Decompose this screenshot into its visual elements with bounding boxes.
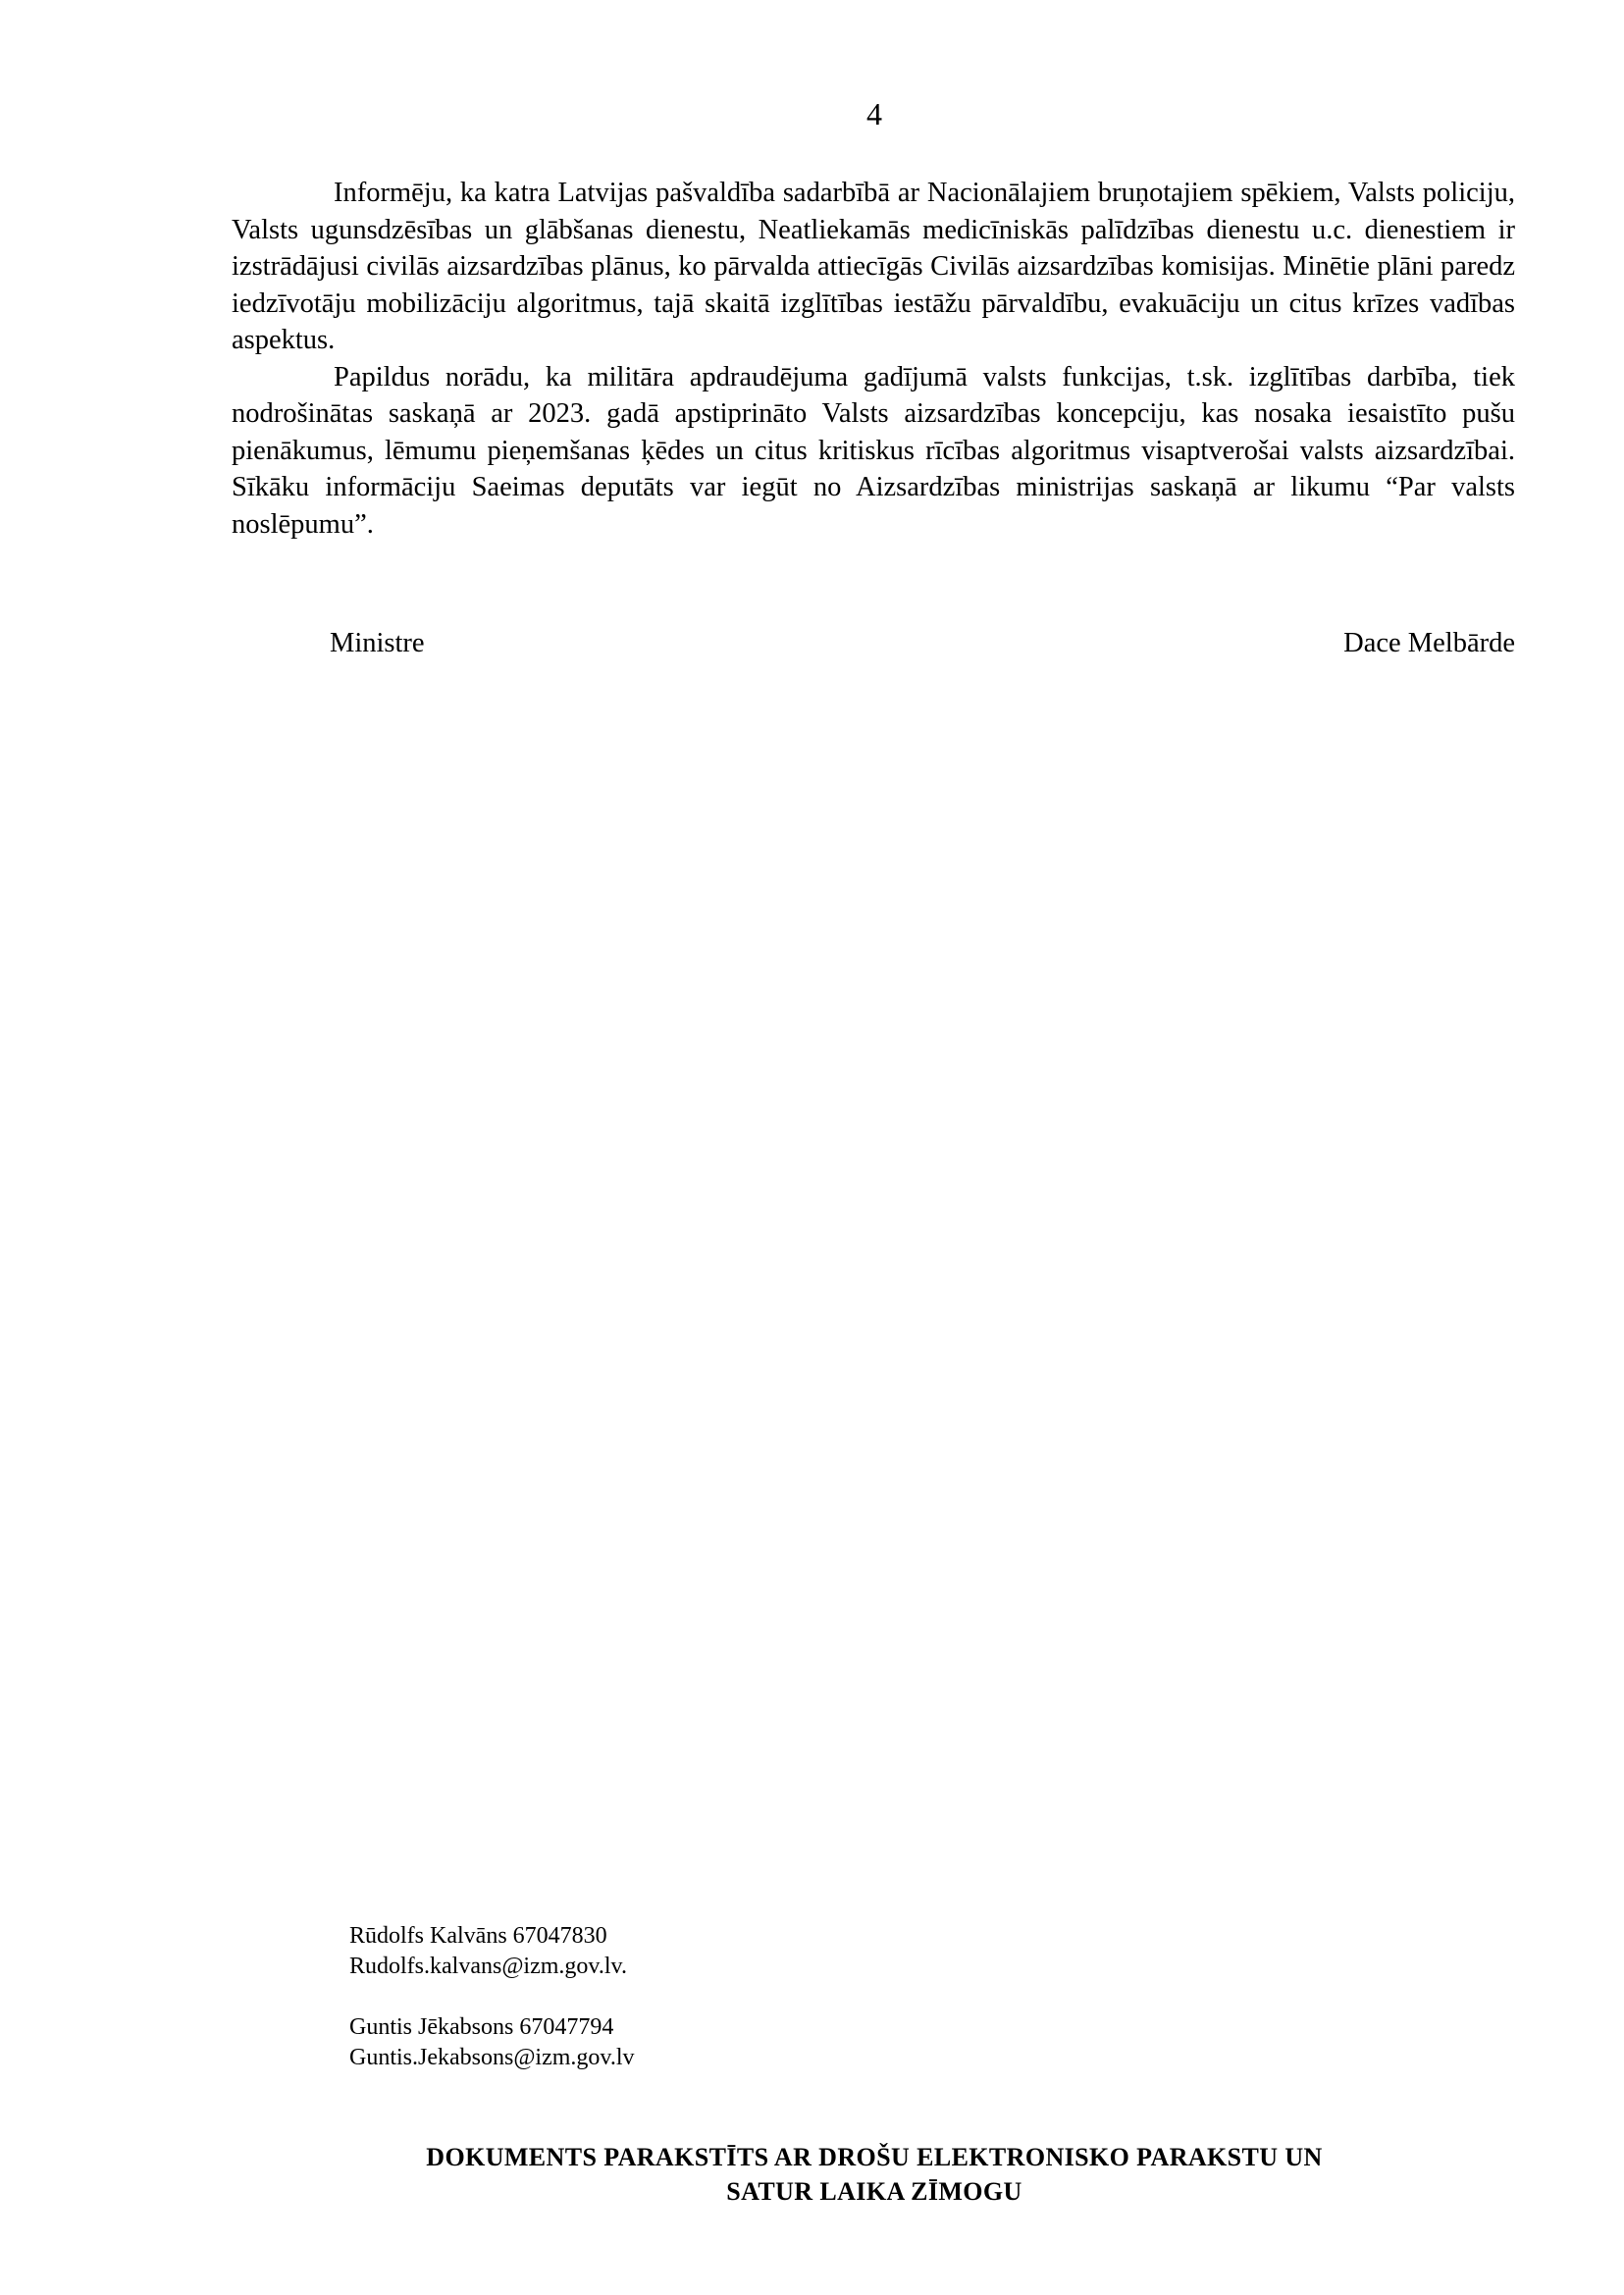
letter-body [232,175,1515,543]
contact-item [349,2012,635,2073]
e-signature-notice-line2: SATUR LAIKA ZĪMOGU [726,2177,1022,2206]
paragraph-civil-defense: Informēju, ka katra Latvijas pašvaldība sadarbībā ar Nacionālajiem bruņotajiem spēkiem, Valsts policiju, Valsts ugunsdzēsības un glābšanas dienestu, Neatliekamās medicīniskās palīdzības dienestu u.c. dienestiem ir izstrādājusi civilās aizsardzības plānus, ko pārvalda attiecīgās Civilās aizsardzības komisijas. Minētie plāni paredz iedzīvotāju mobilizāciju algoritmus, tajā skaitā izglītības iestāžu pārvaldību, evakuāciju un citus krīzes vadības aspektus. [232,178,1515,355]
contact-item [349,1921,635,1982]
contact-email: Guntis.Jekabsons@izm.gov.lv [349,2045,635,2070]
signature-title: Ministre [330,628,425,658]
page-number: 4 [866,96,882,131]
contact-name-phone: Guntis Jēkabsons 67047794 [349,2014,614,2040]
paragraph-military-threat: Papildus norādu, ka militāra apdraudējuma gadījumā valsts funkcijas, t.sk. izglītības darbība, tiek nodrošinātas saskaņā ar 2023. gadā apstiprināto Valsts aizsardzības koncepciju, kas nosaka iesaistīto pušu pienākumus, lēmumu pieņemšanas ķēdes un citus kritiskus rīcības algoritmus visaptverošai valsts aizsardzībai. Sīkāku informāciju Saeimas deputāts var iegūt no Aizsardzības ministrijas saskaņā ar likumu “Par valsts noslēpumu”. [232,361,1515,540]
e-signature-notice [0,2140,1624,2209]
contact-name-phone: Rūdolfs Kalvāns 67047830 [349,1923,607,1949]
e-signature-notice-line1: DOKUMENTS PARAKSTĪTS AR DROŠU ELEKTRONISKO PARAKSTU UN [426,2143,1323,2171]
signature-name: Dace Melbārde [1343,628,1515,658]
contact-list [349,1921,635,2073]
signature-block [330,628,1515,659]
contact-email: Rudolfs.kalvans@izm.gov.lv. [349,1954,627,1979]
